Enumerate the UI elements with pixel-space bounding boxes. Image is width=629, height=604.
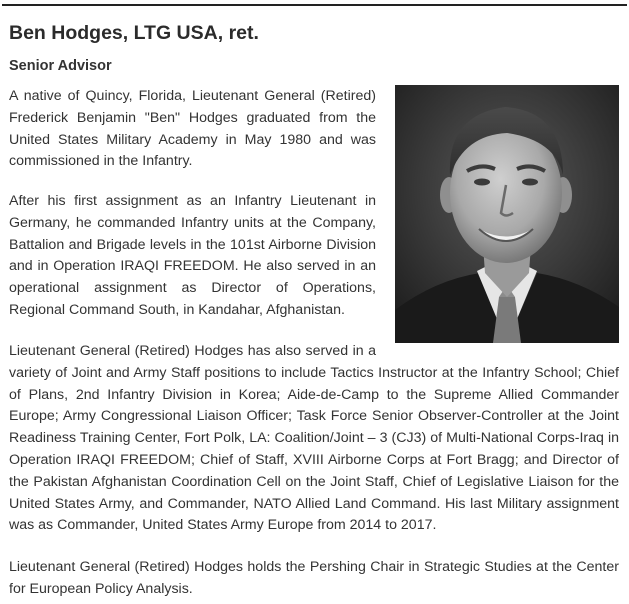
profile-name: Ben Hodges, LTG USA, ret. xyxy=(9,22,259,44)
bio-paragraph-1: A native of Quincy, Florida, Lieutenant General (Retired) Frederick Benjamin "Ben" Hodges graduated from the United States Military Academy in May 1980 and was commissioned in the Infantry. xyxy=(9,88,376,170)
bio-paragraph-3-lead: Lieutenant General (Retired) Hodges has also served in a xyxy=(9,343,376,359)
bio-paragraph-4: Lieutenant General (Retired) Hodges holds the Pershing Chair in Strategic Studies at the Center for European Policy Analysis. xyxy=(9,559,619,597)
top-divider xyxy=(2,4,627,6)
bio-paragraph-3-body: variety of Joint and Army Staff positions to include Tactics Instructor at the Infantry School; Chief of Plans, 2nd Infantry Division in Korea; Aide-de-Camp to the Supreme Allied Commander Europe; Army Congressional Liaison Officer; Task Force Senior Observer-Controller at the Joint Readiness Training Center, Fort Polk, LA: Coalition/Joint – 3 (CJ3) of Multi-National Corps-Iraq in Operation IRAQI FREEDOM; Chief of Staff, XVIII Airborne Corps at Fort Bragg; and Director of the Pakistan Afghanistan Coordination Cell on the Joint Staff, Chief of Legislative Liaison for the United States Army, and Commander, NATO Allied Land Command. His last Military assignment was as Commander, United States Army Europe from 2014 to 2017. xyxy=(9,364,619,534)
portrait-photo xyxy=(395,85,619,343)
profile-title: Senior Advisor xyxy=(9,58,112,74)
bio-paragraph-3 xyxy=(9,341,619,537)
bio-paragraph-2: After his first assignment as an Infantry Lieutenant in Germany, he commanded Infantry units at the Company, Battalion and Brigade levels in the 101st Airborne Division and in Operation IRAQI FREEDOM. He also served in an operational assignment as Director of Operations, Regional Command South, in Kandahar, Afghanistan. xyxy=(9,193,376,318)
